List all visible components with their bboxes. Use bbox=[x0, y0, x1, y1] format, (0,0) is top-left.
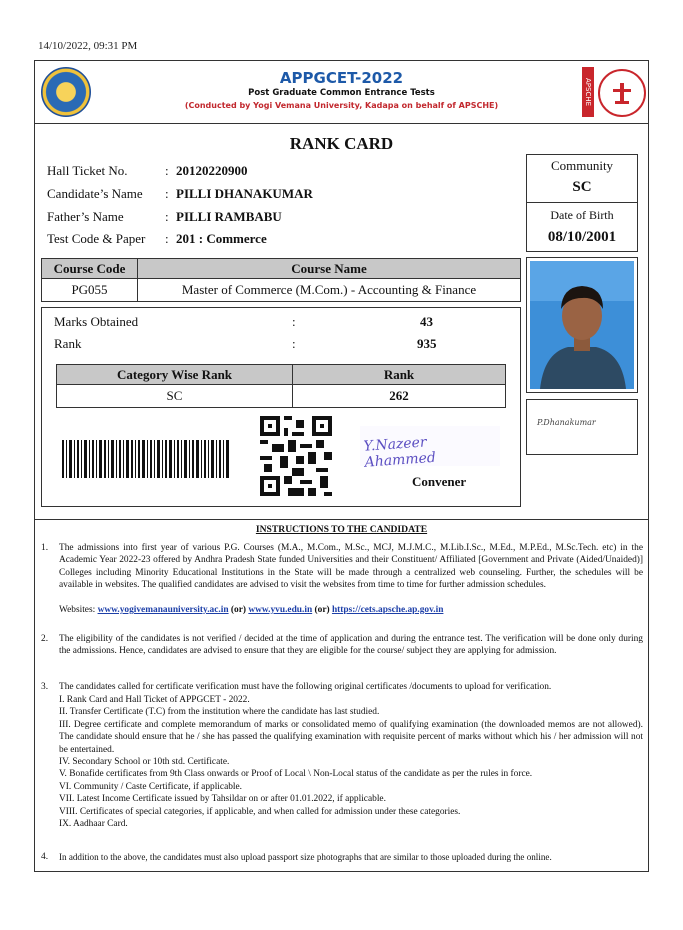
apsche-logo-text: APSCHE bbox=[582, 67, 594, 117]
candidate-signature: P.Dhanakumar bbox=[537, 418, 596, 427]
barcode-icon bbox=[62, 440, 232, 478]
father-name-label: Father’s Name bbox=[47, 209, 124, 224]
document-item: V. Bonafide certificates from 9th Class onwards or Proof of Local \ Non-Local status of the candidate as per the rules in force. bbox=[59, 769, 533, 780]
community-label: Community bbox=[550, 158, 614, 173]
hall-ticket-value: 20120220900 bbox=[176, 163, 248, 178]
exam-subtitle: Post Graduate Common Entrance Tests bbox=[248, 88, 435, 98]
course-name-header: Course Name bbox=[138, 259, 520, 279]
candidate-photo bbox=[526, 257, 638, 393]
print-timestamp: 14/10/2022, 09:31 PM bbox=[38, 40, 138, 52]
convener-signature bbox=[360, 426, 500, 471]
document-item: II. Transfer Certificate (T.C) from the institution where the candidate has last studied. bbox=[59, 707, 380, 718]
instruction-websites bbox=[59, 604, 643, 616]
category-rank-header: Rank bbox=[293, 365, 505, 385]
colon: : bbox=[165, 231, 169, 246]
community-value: SC bbox=[572, 178, 592, 195]
document-item: I. Rank Card and Hall Ticket of APPGCET - 2022. bbox=[59, 695, 250, 705]
instruction-1-text: The admissions into first year of various P.G. Courses (M.A., M.Com., M.Sc., MCJ, M.J.M.C., M.Lib.I.Sc., M.Ed., M.P.Ed., M.Sc.Tech. etc) in the Academic Year 2022-23 offered by Andhra Pradesh State funded Universities and their Constituent/ Affiliated [Government and Private (Aided/Unaided)] Colleges including Minority Educational Institutions in the State will be made through a centralized web counseling. Further, the schedules will be available in websites. The qualified candidates are advised to visit the websites from time to time for further admission schedules. bbox=[59, 543, 643, 591]
marks-obtained-label: Marks Obtained bbox=[54, 314, 139, 329]
candidate-name-label: Candidate’s Name bbox=[47, 186, 143, 201]
qr-code-icon bbox=[260, 416, 332, 496]
candidate-name-value: PILLI DHANAKUMAR bbox=[176, 186, 313, 201]
required-documents-list bbox=[59, 694, 643, 830]
document-item: IX. Aadhaar Card. bbox=[59, 819, 128, 830]
link-cets-apsche[interactable]: https://cets.apsche.ap.gov.in bbox=[331, 605, 444, 615]
document-item: VIII. Certificates of special categories, if applicable, and when called for admission under these categories. bbox=[59, 806, 461, 817]
course-name-value: Master of Commerce (M.Com.) - Accounting & Finance bbox=[181, 282, 477, 297]
exam-title: APPGCET-2022 bbox=[279, 69, 404, 87]
instruction-3-number: 3. bbox=[41, 682, 49, 692]
dob-label: Date of Birth bbox=[550, 207, 614, 222]
dob-value: 08/10/2001 bbox=[547, 228, 617, 245]
colon: : bbox=[292, 336, 296, 351]
result-box bbox=[41, 307, 521, 507]
community-dob-box bbox=[526, 154, 638, 252]
instructions-heading: INSTRUCTIONS TO THE CANDIDATE bbox=[255, 524, 428, 535]
card-header bbox=[35, 61, 648, 124]
instruction-4-number: 4. bbox=[41, 852, 49, 862]
instruction-3-text: The candidates called for certificate verification must have the following original certificates /documents to upload for verification. bbox=[59, 682, 552, 692]
colon: : bbox=[165, 186, 169, 201]
instruction-2-text: The eligibility of the candidates is not verified / decided at the time of application and during the entrance test. The verification will be done only during the admissions. Hence, candidates are advised to ensure that they are eligible for the course/ subject they are applying for admission. bbox=[59, 634, 643, 657]
candidate-signature-box bbox=[526, 399, 638, 455]
link-yogivemanauniversity[interactable]: www.yogivemanauniversity.ac.in bbox=[97, 605, 229, 615]
document-item: VI. Community / Caste Certificate, if applicable. bbox=[59, 781, 243, 792]
convener-label: Convener bbox=[412, 474, 467, 489]
instruction-1-number: 1. bbox=[41, 543, 49, 553]
category-rank-table bbox=[56, 364, 506, 408]
convener-signature-text: Y.Nazeer Ahammed bbox=[363, 434, 437, 471]
link-yvu[interactable]: www.yvu.edu.in bbox=[248, 605, 313, 615]
course-code-header: Course Code bbox=[42, 259, 138, 279]
father-name-value: PILLI RAMBABU bbox=[176, 209, 282, 224]
course-code-value: PG055 bbox=[42, 279, 138, 301]
colon: : bbox=[165, 163, 169, 178]
test-code-label: Test Code & Paper bbox=[47, 231, 146, 246]
document-item: VII. Latest Income Certificate issued by Tahsildar on or after 01.01.2022, if applicable. bbox=[59, 794, 386, 805]
colon: : bbox=[165, 209, 169, 224]
hall-ticket-label: Hall Ticket No. bbox=[47, 163, 128, 178]
or-text: (or) bbox=[230, 605, 246, 615]
course-table bbox=[41, 258, 521, 302]
rank-value: 935 bbox=[417, 336, 437, 351]
rank-card bbox=[34, 60, 649, 872]
document-item: IV. Secondary School or 10th std. Certificate. bbox=[59, 757, 230, 768]
category-rank-value: 262 bbox=[389, 388, 409, 403]
emblem-icon bbox=[598, 69, 646, 117]
instruction-2-number: 2. bbox=[41, 634, 49, 644]
test-code-value: 201 : Commerce bbox=[176, 231, 267, 246]
rank-card-title: RANK CARD bbox=[289, 134, 394, 153]
rank-label: Rank bbox=[54, 336, 82, 351]
colon: : bbox=[292, 314, 296, 329]
instruction-4-text: In addition to the above, the candidates must also upload passport size photographs that are similar to those uploaded during the online. bbox=[59, 852, 552, 862]
document-item: III. Degree certificate and complete memorandum of marks or consolidated memo of qualifying examination (the downloaded memos are not allowed). The candidate should ensure that he / she has passed the qualifying examination with requisite percent of marks without which his / her admission will not be entertained. bbox=[59, 719, 643, 755]
marks-obtained-value: 43 bbox=[420, 314, 433, 329]
category-header: Category Wise Rank bbox=[57, 365, 293, 385]
candidate-photo-icon bbox=[530, 261, 634, 389]
conducted-by: (Conducted by Yogi Vemana University, Kadapa on behalf of APSCHE) bbox=[184, 101, 499, 110]
websites-label: Websites: bbox=[59, 605, 96, 615]
apsche-logo-icon bbox=[582, 67, 644, 117]
or-text: (or) bbox=[314, 605, 330, 615]
category-value: SC bbox=[57, 385, 293, 407]
